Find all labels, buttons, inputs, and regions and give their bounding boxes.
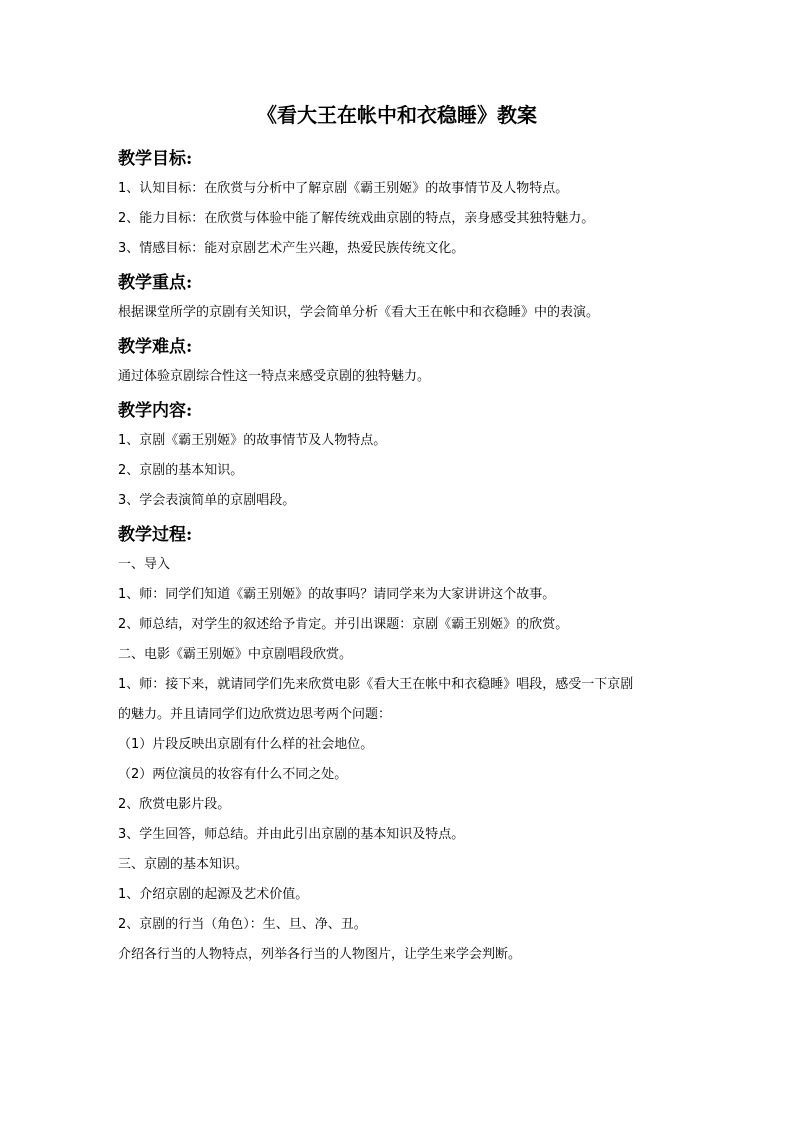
- difficulties-heading: 教学难点:: [118, 337, 193, 357]
- key-points-section: [118, 270, 676, 322]
- process-heading: 教学过程:: [118, 525, 193, 545]
- content-heading: 教学内容:: [118, 401, 193, 421]
- content-item: 3、学会表演简单的京剧唱段。: [118, 493, 296, 508]
- process-item: 3、学生回答，师总结。并由此引出京剧的基本知识及特点。: [118, 827, 465, 842]
- process-item: （2）两位演员的妆容有什么不同之处。: [118, 767, 348, 782]
- process-item: 2、师总结，对学生的叙述给予肯定。并引出课题：京剧《霸王别姬》的欣赏。: [118, 617, 569, 632]
- objectives-section: [118, 146, 676, 258]
- document-title: 《看大王在帐中和衣稳睡》教案: [257, 103, 537, 127]
- key-point-item: 根据课堂所学的京剧有关知识，学会简单分析《看大王在帐中和衣稳睡》中的表演。: [118, 305, 600, 320]
- objectives-heading: 教学目标:: [118, 149, 193, 169]
- process-item: 2、欣赏电影片段。: [118, 797, 231, 812]
- process-item: 介绍各行当的人物特点，列举各行当的人物图片，让学生来学会判断。: [118, 947, 522, 962]
- process-item: 二、电影《霸王别姬》中京剧唱段欣赏。: [118, 647, 353, 662]
- difficulties-section: [118, 334, 676, 386]
- content-section: [118, 398, 676, 510]
- difficulty-item: 通过体验京剧综合性这一特点来感受京剧的独特魅力。: [118, 369, 431, 384]
- process-item: 1、介绍京剧的起源及艺术价值。: [118, 887, 309, 902]
- content-item: 2、京剧的基本知识。: [118, 463, 244, 478]
- process-item: 1、师：接下来，就请同学们先来欣赏电影《看大王在帐中和衣稳睡》唱段，感受一下京剧: [118, 677, 634, 692]
- process-item: 2、京剧的行当（角色）：生、旦、净、丑。: [118, 917, 367, 932]
- process-item: （1）片段反映出京剧有什么样的社会地位。: [118, 737, 374, 752]
- content-item: 1、京剧《霸王别姬》的故事情节及人物特点。: [118, 433, 387, 448]
- key-points-heading: 教学重点:: [118, 273, 193, 293]
- objective-item: 3、情感目标：能对京剧艺术产生兴趣，热爱民族传统文化。: [118, 241, 465, 256]
- process-item: 的魅力。并且请同学们边欣赏边思考两个问题：: [118, 707, 392, 722]
- process-item: 一、导入: [118, 557, 171, 572]
- process-section: [118, 522, 676, 964]
- objective-item: 1、认知目标：在欣赏与分析中了解京剧《霸王别姬》的故事情节及人物特点。: [118, 181, 569, 196]
- process-item: 三、京剧的基本知识。: [118, 857, 249, 872]
- objective-item: 2、能力目标：在欣赏与体验中能了解传统戏曲京剧的特点，亲身感受其独特魅力。: [118, 211, 595, 226]
- process-item: 1、师：同学们知道《霸王别姬》的故事吗？请同学来为大家讲讲这个故事。: [118, 587, 556, 602]
